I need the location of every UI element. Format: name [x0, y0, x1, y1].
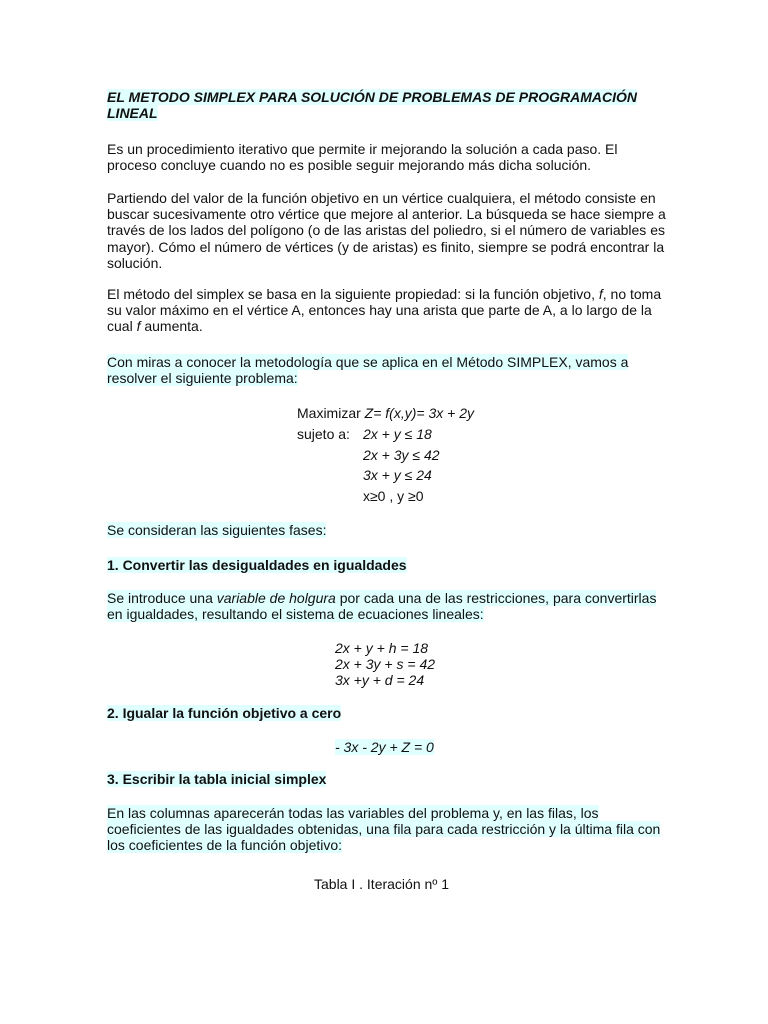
paragraph-phases: Se consideran las siguientes fases:: [107, 522, 327, 538]
paragraph-vertex: Partiendo del valor de la función objetivo en un vértice cualquiera, el método consiste en buscar sucesivamente otro vértice que mejore al anterior. La búsqueda se hace siempre a través de los lados del polígono (o de las aristas del poliedro, si el número de variables es mayor). Cómo el número de vértices (y de aristas) es finito, siempre se podrá encontrar la solución.: [107, 190, 666, 271]
constraint-2: 2x + 3y ≤ 42: [363, 447, 440, 463]
heading-step-3: 3. Escribir la tabla inicial simplex: [107, 771, 327, 787]
constraint-1: 2x + y ≤ 18: [363, 426, 432, 442]
paragraph-slack: Se introduce una variable de holgura por cada una de las restricciones, para convertirlas en igualdades, resultando el sistema de ecuaciones lineales:: [107, 590, 657, 623]
equation-1: 2x + y + h = 18: [335, 640, 429, 656]
table-caption: Tabla I . Iteración nº 1: [314, 876, 450, 892]
heading-step-2: 2. Igualar la función objetivo a cero: [107, 705, 342, 721]
document-title: EL METODO SIMPLEX PARA SOLUCIÓN DE PROBLEMAS DE PROGRAMACIÓN LINEAL: [107, 89, 637, 122]
objective-line: Maximizar Z= f(x,y)= 3x + 2y: [297, 405, 474, 421]
paragraph-intro: Es un procedimiento iterativo que permite ir mejorando la solución a cada paso. El proceso concluye cuando no es posible seguir mejorando más dicha solución.: [107, 141, 618, 174]
constraint-nonneg: x≥0 , y ≥0: [363, 488, 424, 504]
equation-3: 3x +y + d = 24: [335, 672, 425, 688]
equation-2: 2x + 3y + s = 42: [335, 656, 436, 672]
constraint-3: 3x + y ≤ 24: [363, 467, 432, 483]
paragraph-table-intro: En las columnas aparecerán todas las variables del problema y, en las filas, los coeficientes de las igualdades obtenidas, una fila para cada restricción y la última fila con los coeficientes de la función objetivo:: [107, 805, 661, 854]
paragraph-property: El método del simplex se basa en la siguiente propiedad: si la función objetivo, f, no toma su valor máximo en el vértice A, entonces hay una arista que parte de A, a lo largo de la cual f aumenta.: [107, 286, 662, 335]
subject-label: sujeto a:: [297, 426, 350, 442]
paragraph-problem-intro: Con miras a conocer la metodología que se aplica en el Método SIMPLEX, vamos a resolver el siguiente problema:: [107, 354, 629, 387]
objective-zero-equation: - 3x - 2y + Z = 0: [335, 739, 434, 755]
heading-step-1: 1. Convertir las desigualdades en igualdades: [107, 557, 407, 573]
